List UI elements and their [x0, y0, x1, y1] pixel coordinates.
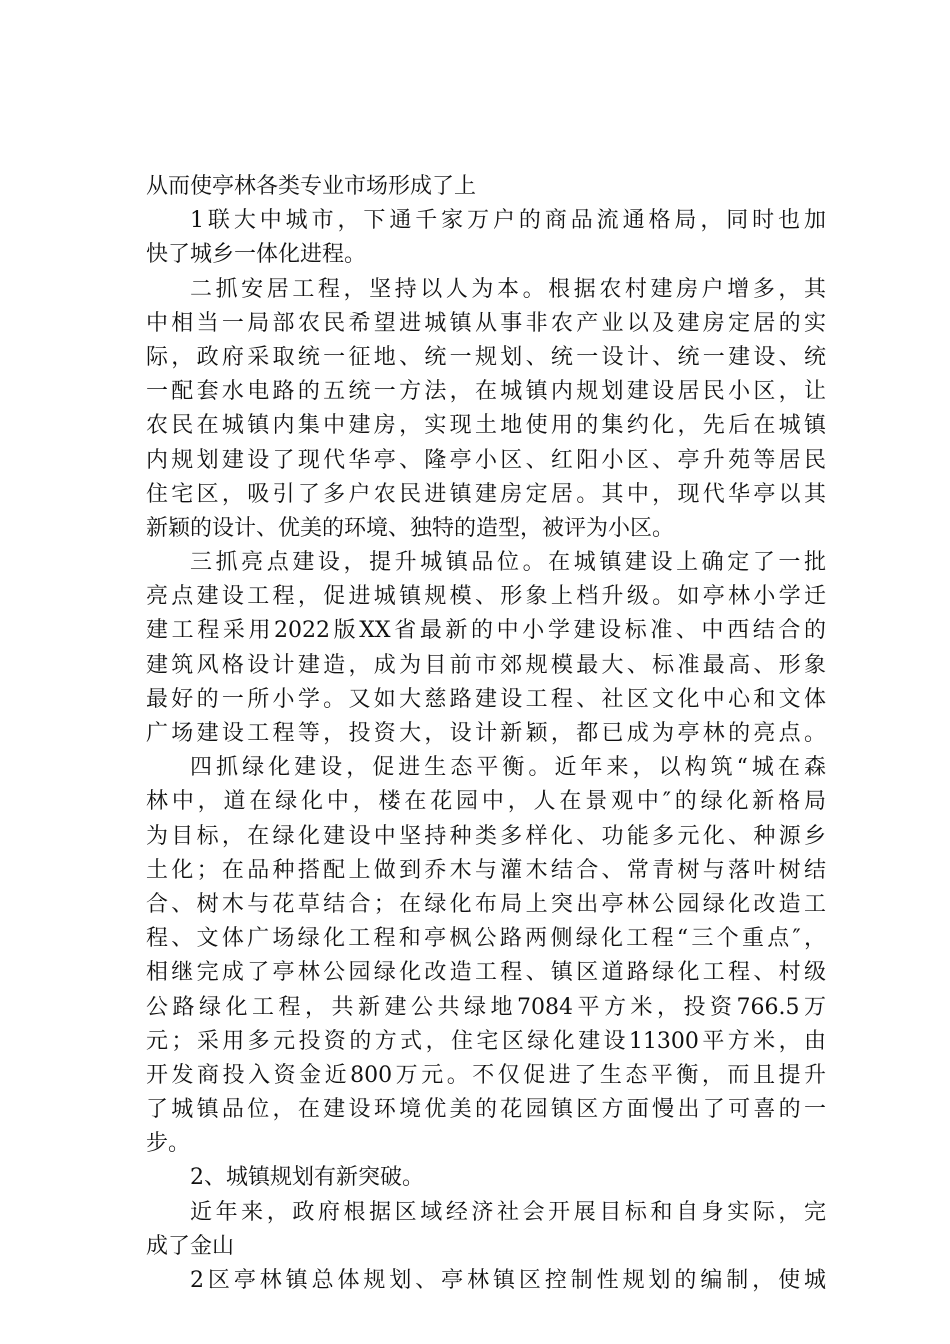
text-line: 步。	[146, 1131, 191, 1157]
text-line: 1联大中城市，下通千家万户的商品流通格局，同时也加	[190, 208, 826, 234]
text-line: 中相当一局部农民希望进城镇从事非农产业以及建房定居的实	[146, 310, 826, 336]
text-line: 2区亭林镇总体规划、亭林镇区控制性规划的编制，使城	[190, 1268, 826, 1293]
text-line: 从而使亭林各类专业市场形成了上	[146, 174, 477, 199]
text-line: 开发商投入资金近800万元。不仅促进了生态平衡，而且提升	[146, 1062, 826, 1088]
text-line: 一配套水电路的五统一方法，在城镇内规划建设居民小区，让	[146, 379, 826, 405]
text-line: 近年来，政府根据区域经济社会开展目标和自身实际，完	[190, 1199, 826, 1225]
text-line: 新颖的设计、优美的环境、独特的造型，被评为小区。	[146, 515, 675, 541]
text-line: 公路绿化工程，共新建公共绿地7084平方米，投资766.5万	[146, 994, 826, 1020]
text-line: 程、文体广场绿化工程和亭枫公路两侧绿化工程“三个重点″，	[146, 926, 826, 952]
text-line: 土化；在品种搭配上做到乔木与灌木结合、常青树与落叶树结	[146, 857, 826, 883]
body-text	[146, 170, 826, 1298]
text-line: 快了城乡一体化进程。	[146, 242, 367, 268]
text-line: 广场建设工程等，投资大，设计新颖，都已成为亭林的亮点。	[146, 721, 826, 746]
text-line: 成了金山	[146, 1233, 235, 1259]
text-line: 二抓安居工程，坚持以人为本。根据农村建房户增多，其	[190, 276, 826, 302]
text-line: 农民在城镇内集中建房，实现土地使用的集约化，先后在城镇	[146, 413, 826, 439]
text-line: 内规划建设了现代华亭、隆亭小区、红阳小区、亭升苑等居民	[146, 447, 826, 473]
text-line: 建工程采用2022版XX省最新的中小学建设标准、中西结合的	[146, 618, 826, 644]
text-line: 四抓绿化建设，促进生态平衡。近年来，以构筑“城在森	[190, 755, 826, 781]
section-heading: 2、城镇规划有新突破。	[190, 1165, 424, 1191]
text-line: 为目标，在绿化建设中坚持种类多样化、功能多元化、种源乡	[146, 823, 826, 849]
text-line: 际，政府采取统一征地、统一规划、统一设计、统一建设、统	[146, 344, 826, 370]
text-line: 最好的一所小学。又如大慈路建设工程、社区文化中心和文体	[146, 686, 826, 712]
text-line: 三抓亮点建设，提升城镇品位。在城镇建设上确定了一批	[190, 550, 826, 576]
text-line: 建筑风格设计建造，成为目前市郊规模最大、标准最高、形象	[146, 652, 826, 678]
text-line: 住宅区，吸引了多户农民进镇建房定居。其中，现代华亭以其	[146, 481, 826, 507]
text-line: 相继完成了亭林公园绿化改造工程、镇区道路绿化工程、村级	[146, 960, 826, 986]
text-line: 了城镇品位，在建设环境优美的花园镇区方面慢出了可喜的一	[146, 1097, 826, 1123]
text-line: 元；采用多元投资的方式，住宅区绿化建设11300平方米，由	[146, 1028, 826, 1054]
text-line: 林中，道在绿化中，楼在花园中，人在景观中″的绿化新格局	[146, 789, 826, 815]
text-line: 亮点建设工程，促进城镇规模、形象上档升级。如亭林小学迁	[146, 584, 826, 610]
text-line: 合、树木与花草结合；在绿化布局上突出亭林公园绿化改造工	[146, 891, 826, 917]
